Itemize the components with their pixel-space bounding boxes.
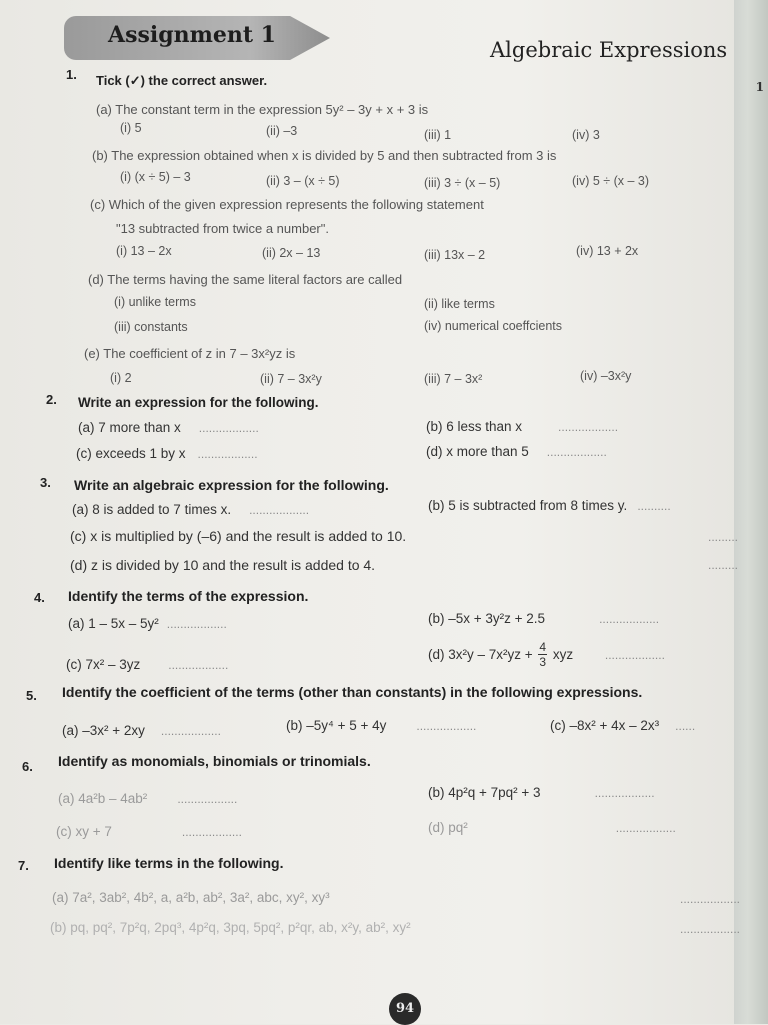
- fraction-denominator: 3: [539, 655, 547, 669]
- q6d-item: [428, 820, 676, 835]
- q4d-label-tail: xyz: [552, 647, 574, 662]
- q1e-option-ii: (ii) 7 – 3x²y: [260, 372, 322, 386]
- q3-number: 3.: [40, 475, 51, 490]
- q1c-option-iii: (iii) 13x – 2: [424, 248, 486, 262]
- q3-text: Write an algebraic expression for the following.: [74, 477, 389, 493]
- q1d-stem: (d) The terms having the same literal factors are called: [88, 272, 403, 287]
- q5c-item: [550, 718, 695, 733]
- chapter-title: Algebraic Expressions: [490, 38, 728, 62]
- fraction-numerator: 4: [539, 640, 547, 654]
- q4-text: Identify the terms of the expression.: [68, 588, 309, 604]
- q1c-option-i: (i) 13 – 2x: [116, 244, 172, 258]
- answer-blank[interactable]: ..................: [197, 447, 258, 461]
- q6b-item: [428, 785, 655, 800]
- answer-blank[interactable]: ..................: [198, 421, 259, 435]
- q3d-label: (d) z is divided by 10 and the result is added to 4.: [70, 557, 376, 573]
- q3b-label: (b) 5 is subtracted from 8 times y.: [428, 498, 628, 513]
- q1c-option-iv: (iv) 13 + 2x: [576, 244, 639, 258]
- q1b-option-ii: (ii) 3 – (x ÷ 5): [266, 174, 340, 188]
- answer-blank[interactable]: ..................: [546, 445, 607, 459]
- q1d-option-i: (i) unlike terms: [114, 295, 196, 309]
- q3a-label: (a) 8 is added to 7 times x.: [72, 502, 232, 517]
- q1a-option-ii: (ii) –3: [266, 124, 298, 138]
- q3c-label: (c) x is multiplied by (–6) and the result is added to 10.: [70, 528, 407, 544]
- q1c-option-ii: (ii) 2x – 13: [262, 246, 321, 260]
- q3a-item: [72, 502, 309, 517]
- q3b-item: [428, 498, 671, 513]
- q1d-option-iv: (iv) numerical coeffcients: [424, 319, 563, 333]
- answer-blank[interactable]: ......: [675, 719, 696, 733]
- adjacent-page-edge: [734, 0, 768, 1024]
- q1e-option-iv: (iv) –3x²y: [580, 369, 632, 383]
- answer-blank[interactable]: .........: [708, 530, 739, 544]
- q2d-label: (d) x more than 5: [426, 444, 529, 459]
- q1b-option-i: (i) (x ÷ 5) – 3: [120, 170, 191, 184]
- q5a-label: (a) –3x² + 2xy: [62, 723, 145, 738]
- q6a-item: [58, 791, 237, 806]
- q4d-label: (d) 3x²y – 7x²yz +: [428, 647, 533, 662]
- answer-blank[interactable]: ..................: [594, 786, 655, 800]
- q5b-item: [286, 718, 476, 733]
- answer-blank[interactable]: ..........: [637, 499, 671, 513]
- q2d-item: [426, 444, 607, 459]
- q4b-label: (b) –5x + 3y²z + 2.5: [428, 611, 546, 626]
- q2c-item: [76, 446, 258, 461]
- answer-blank[interactable]: ..................: [181, 825, 242, 839]
- answer-blank[interactable]: ..................: [604, 647, 665, 662]
- q2b-label: (b) 6 less than x: [426, 419, 523, 434]
- q1e-option-iii: (iii) 7 – 3x²: [424, 372, 483, 386]
- q6-number: 6.: [22, 759, 33, 774]
- q1e-option-i: (i) 2: [110, 371, 132, 385]
- q7-text: Identify like terms in the following.: [54, 855, 284, 871]
- page-number-badge: 94: [389, 993, 421, 1025]
- q7-number: 7.: [18, 858, 29, 873]
- fraction: [538, 640, 547, 669]
- q1a-option-i: (i) 5: [120, 121, 142, 135]
- q1d-option-iii: (iii) constants: [114, 320, 188, 334]
- answer-blank[interactable]: ..................: [168, 658, 229, 672]
- q1e-stem: (e) The coefficient of z in 7 – 3x²yz is: [84, 346, 296, 361]
- q1b-option-iv: (iv) 5 ÷ (x – 3): [572, 174, 650, 188]
- q6c-label: (c) xy + 7: [56, 824, 112, 839]
- q2-number: 2.: [46, 392, 57, 407]
- q5-text: Identify the coefficient of the terms (other than constants) in the following expressions.: [62, 684, 643, 700]
- answer-blank[interactable]: ..................: [160, 724, 221, 738]
- q2a-label: (a) 7 more than x: [78, 420, 181, 435]
- q1c-stem-line2: "13 subtracted from twice a number".: [116, 221, 329, 236]
- q2a-item: [78, 420, 259, 435]
- q5-number: 5.: [26, 688, 37, 703]
- q4a-item: [68, 616, 227, 631]
- q7a-label: (a) 7a², 3ab², 4b², a, a²b, ab², 3a², abc, xy², xy³: [52, 890, 330, 905]
- answer-blank[interactable]: .........: [708, 558, 739, 572]
- answer-blank[interactable]: ..................: [166, 617, 227, 631]
- q4b-item: [428, 611, 659, 626]
- q7b-label: (b) pq, pq², 7p²q, 2pq³, 4p²q, 3pq, 5pq², p²qr, ab, x²y, ab², xy²: [50, 920, 411, 935]
- q4a-label: (a) 1 – 5x – 5y²: [68, 616, 159, 631]
- q2c-label: (c) exceeds 1 by x: [76, 446, 186, 461]
- q5a-item: [62, 723, 221, 738]
- q6a-label: (a) 4a²b – 4ab²: [58, 791, 148, 806]
- q2b-item: [426, 419, 618, 434]
- q1b-option-iii: (iii) 3 ÷ (x – 5): [424, 176, 501, 190]
- q1b-stem: (b) The expression obtained when x is divided by 5 and then subtracted from 3 is: [92, 148, 557, 163]
- q1a-stem: (a) The constant term in the expression 5y² – 3y + x + 3 is: [96, 102, 429, 117]
- answer-blank[interactable]: ..................: [680, 922, 741, 936]
- q6-text: Identify as monomials, binomials or trinomials.: [58, 753, 371, 769]
- q5b-label: (b) –5y⁴ + 5 + 4y: [286, 718, 387, 733]
- assignment-title: Assignment 1: [108, 22, 276, 48]
- adjacent-page-number: 1: [755, 80, 764, 94]
- answer-blank[interactable]: ..................: [680, 892, 741, 906]
- q4-number: 4.: [34, 590, 45, 605]
- q1d-option-ii: (ii) like terms: [424, 297, 495, 311]
- q4c-label: (c) 7x² – 3yz: [66, 657, 141, 672]
- q1c-stem: (c) Which of the given expression represents the following statement: [90, 197, 484, 212]
- q1a-option-iii: (iii) 1: [424, 128, 452, 142]
- answer-blank[interactable]: ..................: [558, 420, 619, 434]
- q1-number: 1.: [66, 67, 77, 82]
- q4d-item: [428, 640, 665, 669]
- q5c-label: (c) –8x² + 4x – 2x³: [550, 718, 660, 733]
- q6b-label: (b) 4p²q + 7pq² + 3: [428, 785, 541, 800]
- answer-blank[interactable]: ..................: [416, 719, 477, 733]
- answer-blank[interactable]: ..................: [249, 503, 310, 517]
- q2-text: Write an expression for the following.: [78, 395, 319, 410]
- answer-blank[interactable]: ..................: [615, 821, 676, 835]
- answer-blank[interactable]: ..................: [177, 792, 238, 806]
- q4c-item: [66, 657, 228, 672]
- q6d-label: (d) pq²: [428, 820, 468, 835]
- answer-blank[interactable]: ..................: [599, 612, 660, 626]
- q6c-item: [56, 824, 242, 839]
- q1a-option-iv: (iv) 3: [572, 128, 600, 142]
- q1-text: Tick (✓) the correct answer.: [96, 73, 268, 88]
